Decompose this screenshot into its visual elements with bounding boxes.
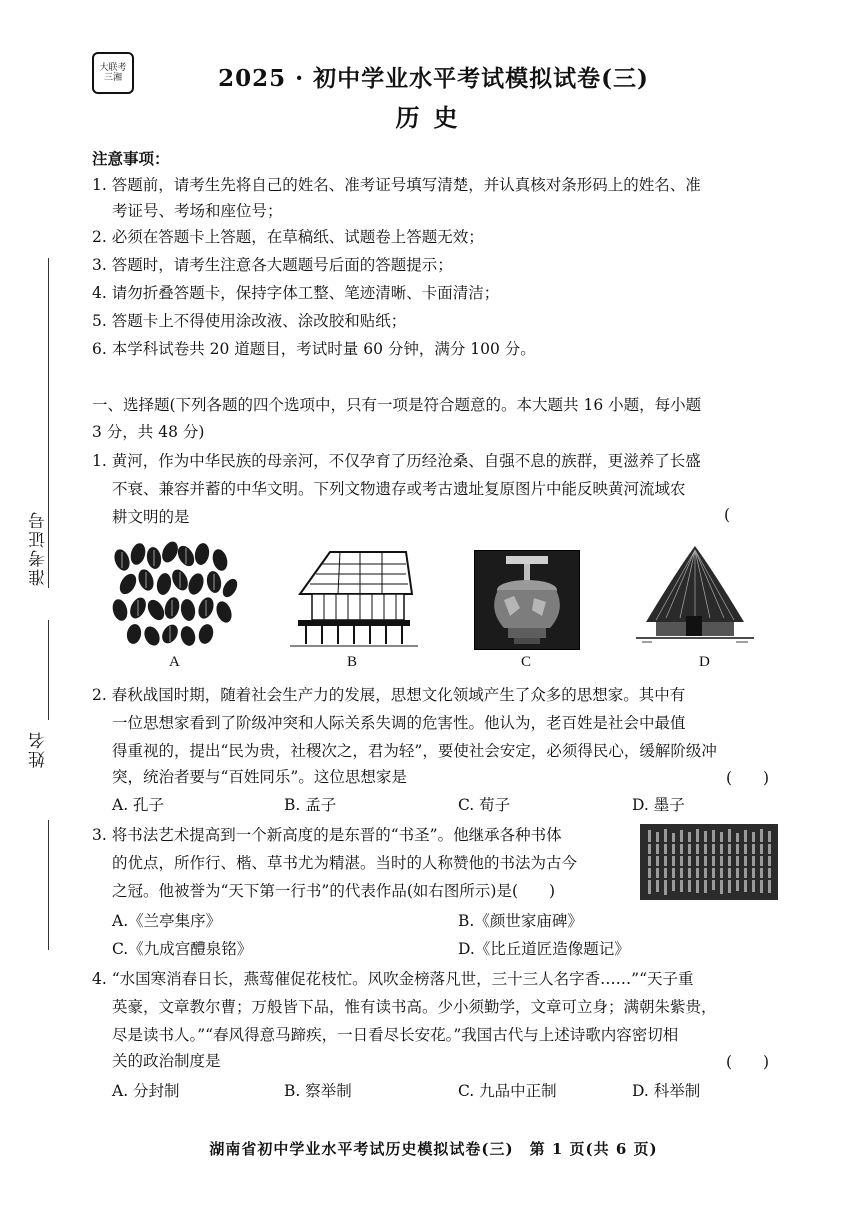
- notice-item: 3. 答题时，请考生注意各大题题号后面的答题提示；: [92, 256, 453, 274]
- notice-item: 5. 答题卡上不得使用涂改液、涂改胶和贴纸；: [92, 312, 407, 330]
- q2-text: 一位思想家看到了阶级冲突和人际关系失调的危害性。他认为，老百姓是社会中最值: [112, 714, 686, 732]
- exam-title: 2025 · 初中学业水平考试模拟试卷(三): [218, 65, 649, 92]
- notice-item: 1. 答题前，请考生先将自己的姓名、准考证号填写清楚，并认真核对条形码上的姓名、准: [92, 176, 701, 194]
- q1-image-a-grains: [108, 540, 240, 650]
- notice-heading: 注意事项：: [92, 149, 170, 168]
- q1-label-a: A: [169, 654, 180, 670]
- q4-option-a: A. 分封制: [112, 1082, 180, 1100]
- section-heading: 一、选择题(下列各题的四个选项中，只有一项是符合题意的。本大题共 16 小题，每小题: [92, 396, 702, 414]
- q4-option-b: B. 察举制: [284, 1082, 352, 1100]
- q1-image-c-bronze-vessel: [474, 550, 580, 650]
- q4-text: 尽是读书人。”“春风得意马蹄疾，一日看尽长安花。”我国古代与上述诗歌内容密切相: [112, 1026, 679, 1044]
- q1-label-d: D: [699, 654, 710, 670]
- q4-answer-paren: ( ): [726, 1053, 770, 1071]
- q1-text: 耕文明的是: [112, 508, 190, 526]
- q3-text: 的优点，所作行、楷、草书尤为精湛。当时的人称赞他的书法为古今: [112, 854, 578, 872]
- section-heading-cont: 3 分，共 48 分): [92, 423, 205, 441]
- q4-text: 关的政治制度是: [112, 1052, 221, 1070]
- notice-item: 4. 请勿折叠答题卡，保持字体工整、笔迹清晰、卡面清洁；: [92, 284, 500, 302]
- q3-text: 3. 将书法艺术提高到一个新高度的是东晋的“书圣”。他继承各种书体: [92, 826, 562, 844]
- exam-number-blank: [48, 620, 49, 720]
- q2-text: 2. 春秋战国时期，随着社会生产力的发展，思想文化领域产生了众多的思想家。其中有: [92, 686, 686, 704]
- q2-option-a: A. 孔子: [112, 796, 165, 814]
- q1-text: 不衰、兼容并蓄的中华文明。下列文物遗存或考古遗址复原图片中能反映黄河流域农: [112, 480, 686, 498]
- q2-text: 得重视的，提出“民为贵，社稷次之，君为轻”，要使社会安定，必须得民心，缓解阶级冲: [112, 742, 717, 760]
- q1-image-b-stilt-house: [290, 544, 418, 650]
- notice-item: 6. 本学科试卷共 20 道题目，考试时量 60 分钟，满分 100 分。: [92, 340, 536, 358]
- q3-option-c: C.《九成宫醴泉铭》: [112, 940, 253, 958]
- q4-text: 4. “水国寒消春日长，燕莺催促花枝忙。风吹金榜落凡世，三十三人名字香……”“天子重: [92, 970, 694, 988]
- q2-option-d: D. 墨子: [632, 796, 685, 814]
- q2-answer-paren: ( ): [726, 769, 770, 787]
- q1-label-b: B: [347, 654, 358, 670]
- q1-answer-paren: (: [724, 506, 731, 524]
- subject-title: 历史: [395, 103, 472, 132]
- q2-option-b: B. 孟子: [284, 796, 337, 814]
- exam-number-label: 准考证号: [29, 510, 49, 586]
- q4-text: 英豪，文章教尔曹；万般皆下品，惟有读书高。少小须勤学，文章可立身；满朝朱紫贵，: [112, 998, 717, 1016]
- q1-text: 1. 黄河，作为中华民族的母亲河，不仅孕育了历经沧桑、自强不息的族群，更滋养了长盛: [92, 452, 701, 470]
- name-label: 姓名: [29, 730, 49, 768]
- q3-option-d: D.《比丘道匠造像题记》: [458, 940, 630, 958]
- q3-text: 之冠。他被誉为“天下第一行书”的代表作品(如右图所示)是( ): [112, 882, 556, 900]
- q2-option-c: C. 荀子: [458, 796, 511, 814]
- notice-item: 考证号、考场和座位号；: [112, 202, 283, 220]
- side-rule-bottom: [48, 820, 49, 950]
- page-footer: 湖南省初中学业水平考试历史模拟试卷(三) 第 1 页(共 6 页): [209, 1140, 658, 1158]
- notice-item: 2. 必须在答题卡上答题，在草稿纸、试题卷上答题无效；: [92, 228, 484, 246]
- q1-image-d-thatched-hut: [636, 542, 754, 650]
- q4-option-d: D. 科举制: [632, 1082, 701, 1100]
- q2-text: 突，统治者要与“百姓同乐”。这位思想家是: [112, 768, 407, 786]
- q4-option-c: C. 九品中正制: [458, 1082, 557, 1100]
- q3-image-calligraphy: [640, 824, 778, 900]
- logo-text: 大联考三湘: [99, 63, 127, 83]
- q1-label-c: C: [521, 654, 532, 670]
- q3-option-b: B.《颜世家庙碑》: [458, 912, 583, 930]
- q3-option-a: A.《兰亭集序》: [112, 912, 222, 930]
